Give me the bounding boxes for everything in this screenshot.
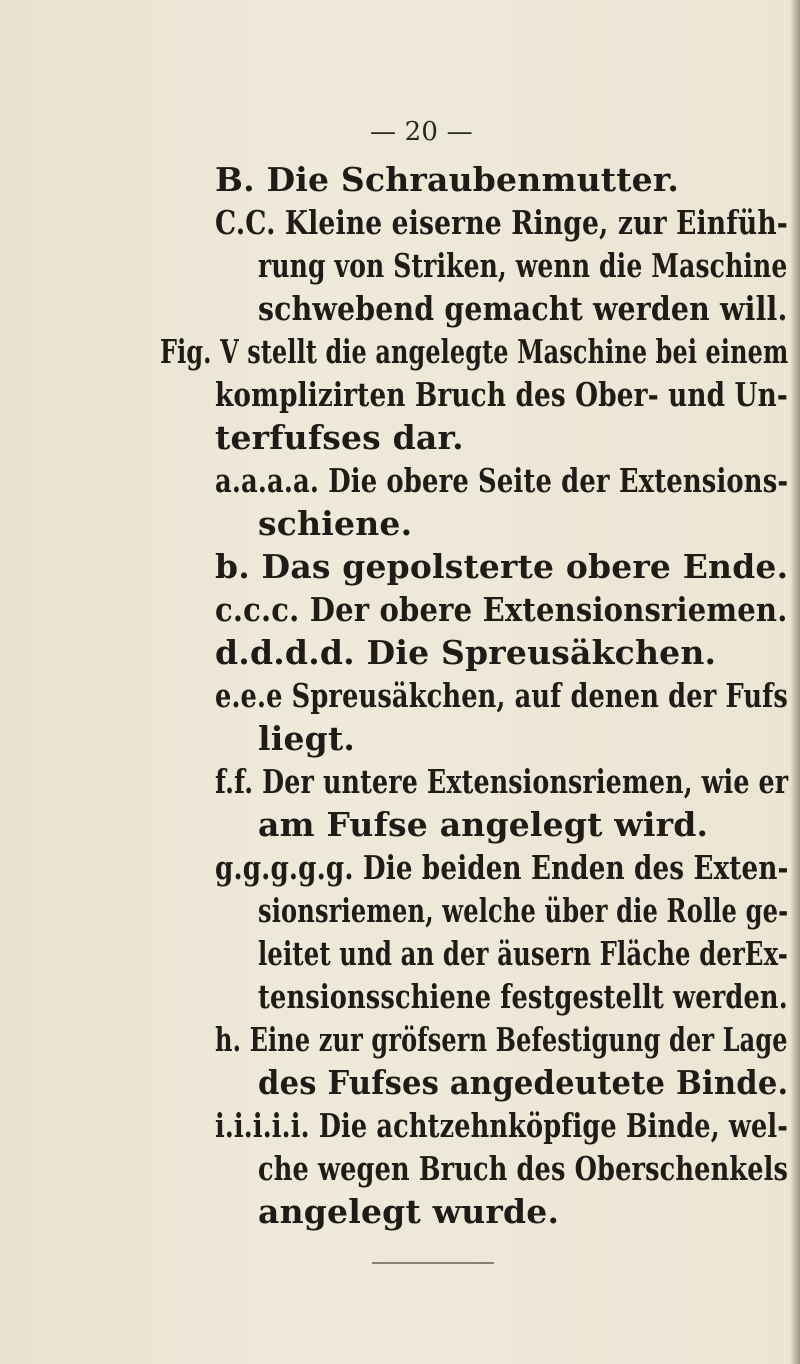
closing-rule — [372, 1262, 494, 1264]
text-line-22: des Fufses angedeutete Binde. — [258, 1063, 789, 1102]
text-line-14: liegt. — [258, 719, 356, 758]
text-line-17: g.g.g.g.g. Die beiden Enden des Exten- — [215, 848, 789, 887]
text-line-7: terfufses dar. — [215, 418, 464, 457]
text-line-10: b. Das gepolsterte obere Ende. — [215, 547, 789, 586]
page-edge-shadow — [790, 0, 800, 1364]
text-line-6: komplizirten Bruch des Ober- und Un- — [215, 375, 788, 414]
text-line-18: sionsriemen, welche über die Rolle ge- — [258, 891, 789, 930]
text-line-24: che wegen Bruch des Oberschenkels — [258, 1149, 789, 1188]
text-line-25: angelegt wurde. — [258, 1192, 560, 1231]
text-line-15: f.f. Der untere Extensionsriemen, wie er — [215, 762, 789, 801]
text-line-16: am Fufse angelegt wird. — [258, 805, 709, 844]
text-line-4: schwebend gemacht werden will. — [258, 289, 788, 328]
text-line-12: d.d.d.d. Die Spreusäkchen. — [215, 633, 717, 672]
text-line-11: c.c.c. Der obere Extensionsriemen. — [215, 590, 788, 629]
text-line-8: a.a.a.a. Die obere Seite der Extensions- — [215, 461, 789, 500]
text-line-20: tensionsschiene festgestellt werden. — [258, 977, 788, 1016]
text-line-5: Fig. V stellt die angelegte Maschine bei einem — [160, 332, 789, 371]
text-line-13: e.e.e Spreusäkchen, auf denen der Fufs — [215, 676, 788, 715]
text-line-19: leitet und an der äusern Fläche derEx- — [258, 934, 789, 973]
text-line-3: rung von Striken, wenn die Maschine — [258, 246, 788, 285]
text-line-2: C.C. Kleine eiserne Ringe, zur Einfüh- — [215, 203, 789, 242]
text-line-23: i.i.i.i.i. Die achtzehnköpfige Binde, wel- — [215, 1106, 789, 1145]
text-line-21: h. Eine zur gröfsern Befestigung der Lage — [215, 1020, 788, 1059]
page-number: — 20 — — [370, 117, 473, 147]
text-line-1: B. Die Schraubenmutter. — [215, 160, 680, 199]
text-line-9: schiene. — [258, 504, 413, 543]
